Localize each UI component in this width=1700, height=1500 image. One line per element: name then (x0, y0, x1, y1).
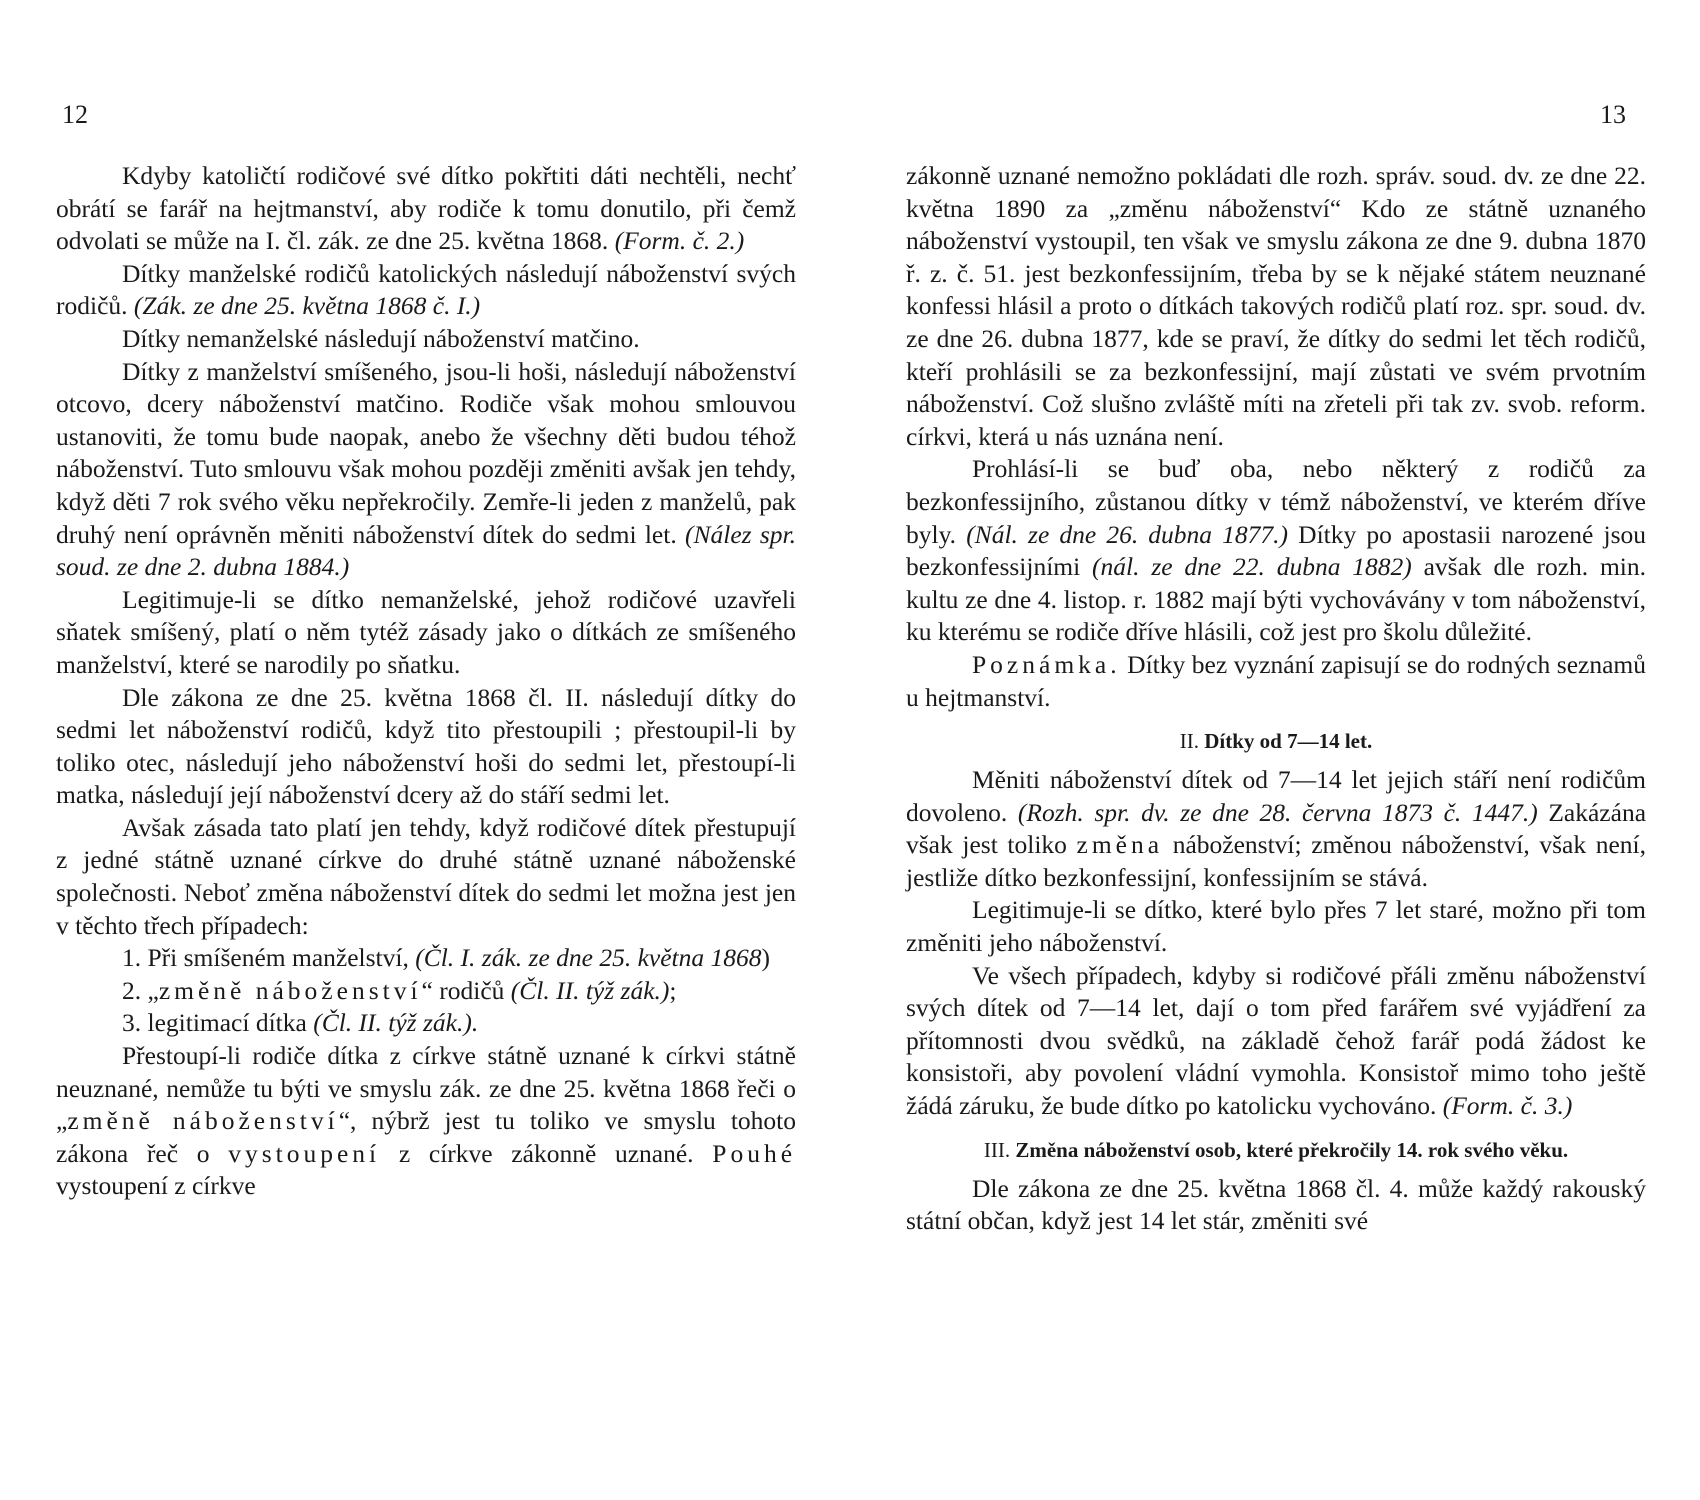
right-page-text (906, 160, 1646, 1238)
paragraph: Dle zákona ze dne 25. května 1868 čl. 4. může každý rakouský státní občan, když jest 14 let stár, změniti své (906, 1173, 1646, 1236)
paragraph: Legitimuje-li se dítko, které bylo přes 7 let staré, možno při tom změniti jeho náboženství. (906, 895, 1646, 958)
list-item: 2. „změně náboženství“ rodičů (Čl. II. týž zák.); (122, 975, 677, 1005)
paragraph: Měniti náboženství dítek od 7—14 let jejich stáří není rodičům dovoleno. (Rozh. spr. dv. ze dne 28. června 1873 č. 1447.) Zakázána však jest toliko změna náboženství; změnou náboženství, však není, jestliže dítko bezkonfessijní, konfessijním se stává. (906, 765, 1647, 892)
paragraph: Dítky manželské rodičů katolických následují náboženství svých rodičů. (Zák. ze dne 25. května 1868 č. I.) (56, 258, 796, 321)
paragraph: Avšak zásada tato platí jen tehdy, když rodičové dítek přestupují z jedné státně uznané církve do druhé státně uznané náboženské společnosti. Neboť změna náboženství dítek do sedmi let možna jest jen v těchto třech případech: (56, 812, 796, 940)
page-number-left: 12 (62, 100, 88, 129)
left-page-text (56, 160, 796, 1203)
paragraph: Přestoupí-li rodiče dítka z církve státně uznané k církvi státně neuznané, nemůže tu býti ve smyslu zák. ze dne 25. května 1868 řeči o „změně náboženství“, nýbrž jest tu toliko ve smyslu tohoto zákona řeč o vystoupení z církve zákonně uznané. Pouhé vystoupení z církve (56, 1041, 797, 1201)
paragraph: zákonně uznané nemožno pokládati dle rozh. správ. soud. dv. ze dne 22. května 1890 za „změnu náboženství“ Kdo ze státně uznaného náboženství vystoupil, ten však ve smyslu zákona ze dne 9. dubna 1870 ř. z. č. 51. jest bezkonfessijním, třeba by se k nějaké státem neuznané konfessi hlásil a proto o dítkách takových rodičů platí roz. spr. soud. dv. ze dne 26. dubna 1877, kde se praví, že dítky do sedmi let těch rodičů, kteří prohlásili se za bezkonfessijní, mají zůstati ve svém prvotním náboženství. Což slušno zvláště míti na zřeteli při tak zv. svob. reform. církvi, která u nás uznána není. (906, 161, 1646, 451)
paragraph: Legitimuje-li se dítko nemanželské, jehož rodičové uzavřeli sňatek smíšený, platí o něm tytéž zásady jako o dítkách ze smíšeného manželství, které se narodily po sňatku. (56, 584, 796, 679)
section-heading: II. Dítky od 7—14 let. (1179, 729, 1373, 754)
page-number-right: 13 (1600, 100, 1626, 129)
paragraph: Poznámka. Dítky bez vyznání zapisují se do rodných seznamů u hejtmanství. (906, 649, 1646, 712)
list-item: 3. legitimací dítka (Čl. II. týž zák.). (122, 1008, 479, 1038)
paragraph: Dle zákona ze dne 25. května 1868 čl. II. následují dítky do sedmi let náboženství rodičů, když tito přestoupili ; přestoupil-li by toliko otec, následují jeho náboženství hoši do sedmi let, přestoupí-li matka, následují její náboženství dcery až do stáří sedmi let. (56, 682, 796, 810)
paragraph: Dítky nemanželské následují náboženství matčino. (122, 323, 640, 353)
list-item: 1. Při smíšeném manželství, (Čl. I. zák. ze dne 25. května 1868) (122, 943, 771, 973)
paragraph: Kdyby katoličtí rodičové své dítko pokřtiti dáti nechtěli, nechť obrátí se farář na hejtmanství, aby rodiče k tomu donutilo, při čemž odvolati se může na I. čl. zák. ze dne 25. května 1868. (Form. č. 2.) (56, 161, 796, 256)
paragraph: Dítky z manželství smíšeného, jsou-li hoši, následují náboženství otcovo, dcery náboženství matčino. Rodiče však mohou smlouvou ustanoviti, že tomu bude naopak, anebo že všechny děti budou téhož náboženství. Tuto smlouvu však mohou později změniti avšak jen tehdy, když děti 7 rok svého věku nepřekročily. Zemře-li jeden z manželů, pak druhý není oprávněn měniti náboženství dítek do sedmi let. (Nález spr. soud. ze dne 2. dubna 1884.) (56, 356, 796, 582)
section-heading: III. Změna náboženství osob, které překročily 14. rok svého věku. (983, 1137, 1569, 1162)
paragraph: Ve všech případech, kdyby si rodičové přáli změnu náboženství svých dítek od 7—14 let, dají o tom před farářem své vyjádření za přítomnosti dvou svědků, na základě čehož farář podá žádost ke konsistoři, aby povolení vládní vymohla. Konsistoř mimo toho ještě žádá záruku, že bude dítko po katolicku vychováno. (Form. č. 3.) (906, 960, 1646, 1121)
paragraph: Prohlásí-li se buď oba, nebo některý z rodičů za bezkonfessijního, zůstanou dítky v témž náboženství, ve kterém dříve byly. (Nál. ze dne 26. dubna 1877.) Dítky po apostasii narozené jsou bezkonfessijními (nál. ze dne 22. dubna 1882) avšak dle rozh. min. kultu ze dne 4. listop. r. 1882 mají býti vychovávány v tom náboženství, ku kterému se rodiče dříve hlásili, což jest pro školu důležité. (906, 454, 1647, 647)
